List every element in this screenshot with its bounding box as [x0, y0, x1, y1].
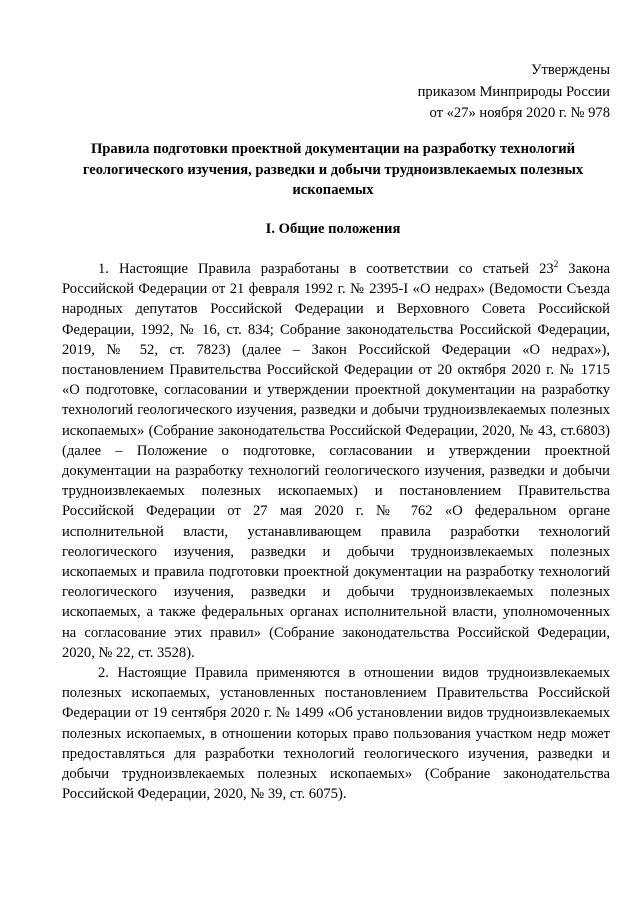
document-body: [62, 259, 610, 804]
paragraph-1-rest: Закона Российской Федерации от 21 февраля 1992 г. № 2395-I «О недрах» (Ведомости Съезда народных депутатов Российской Федерации и Верховного Совета Российской Федерации, 1992, № 16, ст. 834; Собрание законодательства Российской Федерации, 2019, № 52, ст. 7823) (далее – Закон Российской Федерации «О недрах»), постановлением Правительства Российской Федерации от 20 октября 2020 г. № 1715 «О подготовке, согласовании и утверждении проектной документации на разработку технологий геологического изучения, разведки и добычи трудноизвлекаемых полезных ископаемых» (Собрание законодательства Российской Федерации, 2020, № 43, ст.6803) (далее – Положение о подготовке, согласовании и утверждении проектной документации на разработку технологий геологического изучения, разведки и добычи трудноизвлекаемых полезных ископаемых) и постановлением Правительства Российской Федерации от 27 мая 2020 г. № 762 «О федеральном органе исполнительной власти, устанавливающем правила разработки технологий геологического изучения, разведки и добычи трудноизвлекаемых полезных ископаемых и правила подготовки проектной документации на разработку технологий геологического изучения, разведки и добычи трудноизвлекаемых полезных ископаемых, а также федеральных органах исполнительной власти, уполномоченных на согласование этих правил» (Собрание законодательства Российской Федерации, 2020, № 22, ст. 3528).: [62, 261, 610, 661]
approval-block: [418, 60, 610, 125]
approval-line-3: от «27» ноября 2020 г. № 978: [429, 105, 610, 121]
approval-line-1: Утверждены: [531, 62, 610, 78]
section-heading: I. Общие положения: [265, 221, 401, 237]
document-title: Правила подготовки проектной документации на разработку технологий геологического изучения, разведки и добычи трудноизвлекаемых полезных ископаемых: [82, 141, 584, 198]
article-superscript: 2: [553, 259, 559, 270]
paragraph-1-start: 1. Настоящие Правила разработаны в соответствии со статьей 23: [98, 261, 554, 277]
paragraph-2: 2. Настоящие Правила применяются в отношении видов трудноизвлекаемых полезных ископаемых, установленных постановлением Правительства Российской Федерации от 19 сентября 2020 г. № 1499 «Об установлении видов трудноизвлекаемых полезных ископаемых, в отношении которых право пользования участком недр может предоставляться для разработки технологий геологического изучения, разведки и добычи трудноизвлекаемых полезных ископаемых» (Собрание законодательства Российской Федерации, 2020, № 39, ст. 6075).: [62, 665, 610, 803]
paragraph-1: [62, 259, 610, 663]
approval-line-2: приказом Минприроды России: [417, 83, 610, 100]
